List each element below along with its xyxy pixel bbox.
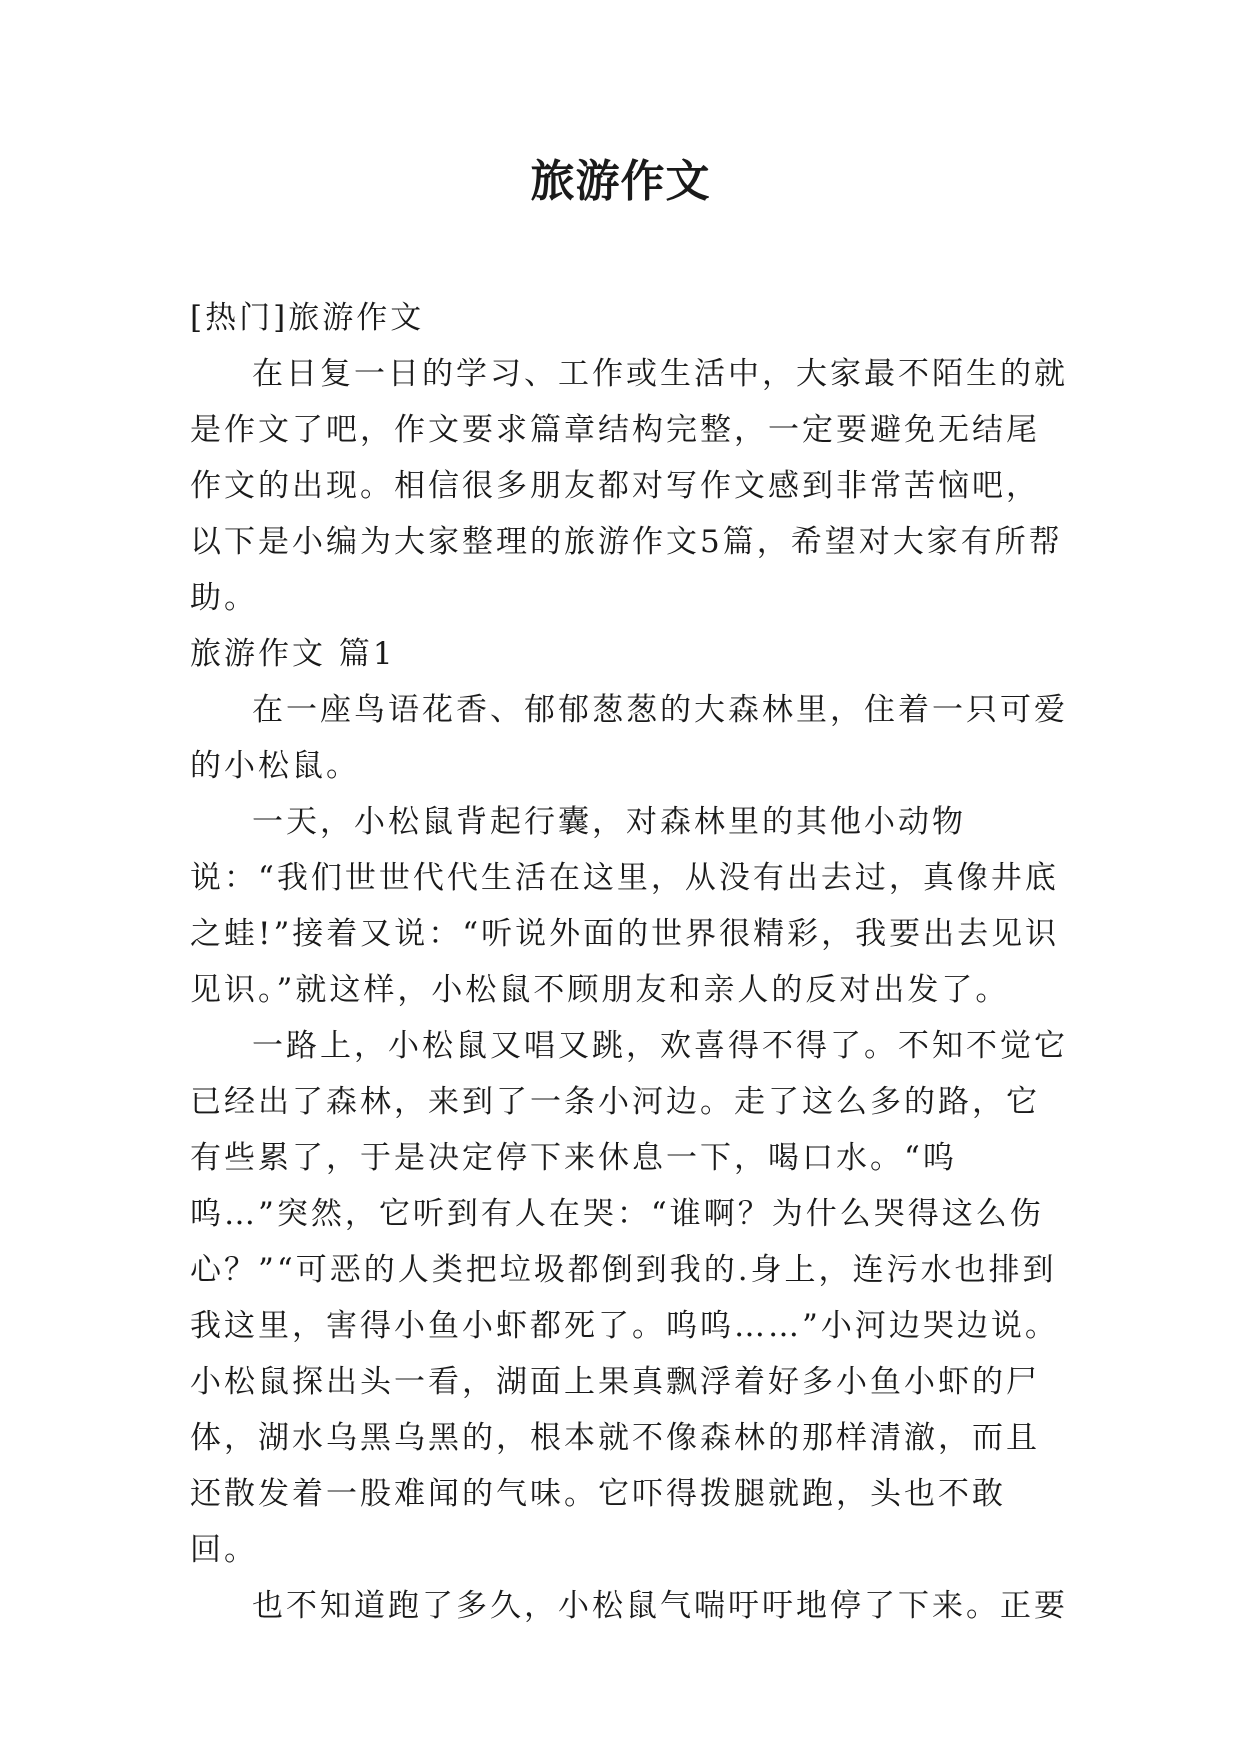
paragraph: 一天，小松鼠背起行囊，对森林里的其他小动物说：“我们世世代代生活在这里，从没有出去过，真像井底之蛙!”接着又说：“听说外面的世界很精彩，我要出去见识见识。”就这样，小松鼠不顾朋友和亲人的反对出发了。 [190, 804, 1060, 1008]
paragraph: 在一座鸟语花香、郁郁葱葱的大森林里，住着一只可爱的小松鼠。 [190, 692, 1068, 784]
paragraph: 一路上，小松鼠又唱又跳，欢喜得不得了。不知不觉它已经出了森林，来到了一条小河边。走了这么多的路，它有些累了，于是决定停下来休息一下，喝口水。“呜呜…”突然，它听到有人在哭：“谁啊？为什么哭得这么伤心？”“可恶的人类把垃圾都倒到我的.身上，连污水也排到我这里，害得小鱼小虾都死了。呜呜……”小河边哭边说。小松鼠探出头一看，湖面上果真飘浮着好多小鱼小虾的尸体，湖水乌黑乌黑的，根本就不像森林的那样清澈，而且还散发着一股难闻的气味。它吓得拨腿就跑，头也不敢回。 [190, 1028, 1068, 1568]
section-heading: 旅游作文 篇1 [190, 636, 396, 672]
paragraph-subtitle: [热门]旅游作文 [190, 300, 425, 336]
document-title: 旅游作文 [530, 156, 711, 207]
paragraph: 也不知道跑了多久，小松鼠气喘吁吁地停了下来。正要 [252, 1588, 1068, 1624]
paragraph-intro: 在日复一日的学习、工作或生活中，大家最不陌生的就是作文了吧，作文要求篇章结构完整，一定要避免无结尾作文的出现。相信很多朋友都对写作文感到非常苦恼吧，以下是小编为大家整理的旅游作文5篇，希望对大家有所帮助。 [190, 356, 1068, 616]
document-body [190, 290, 1070, 1634]
